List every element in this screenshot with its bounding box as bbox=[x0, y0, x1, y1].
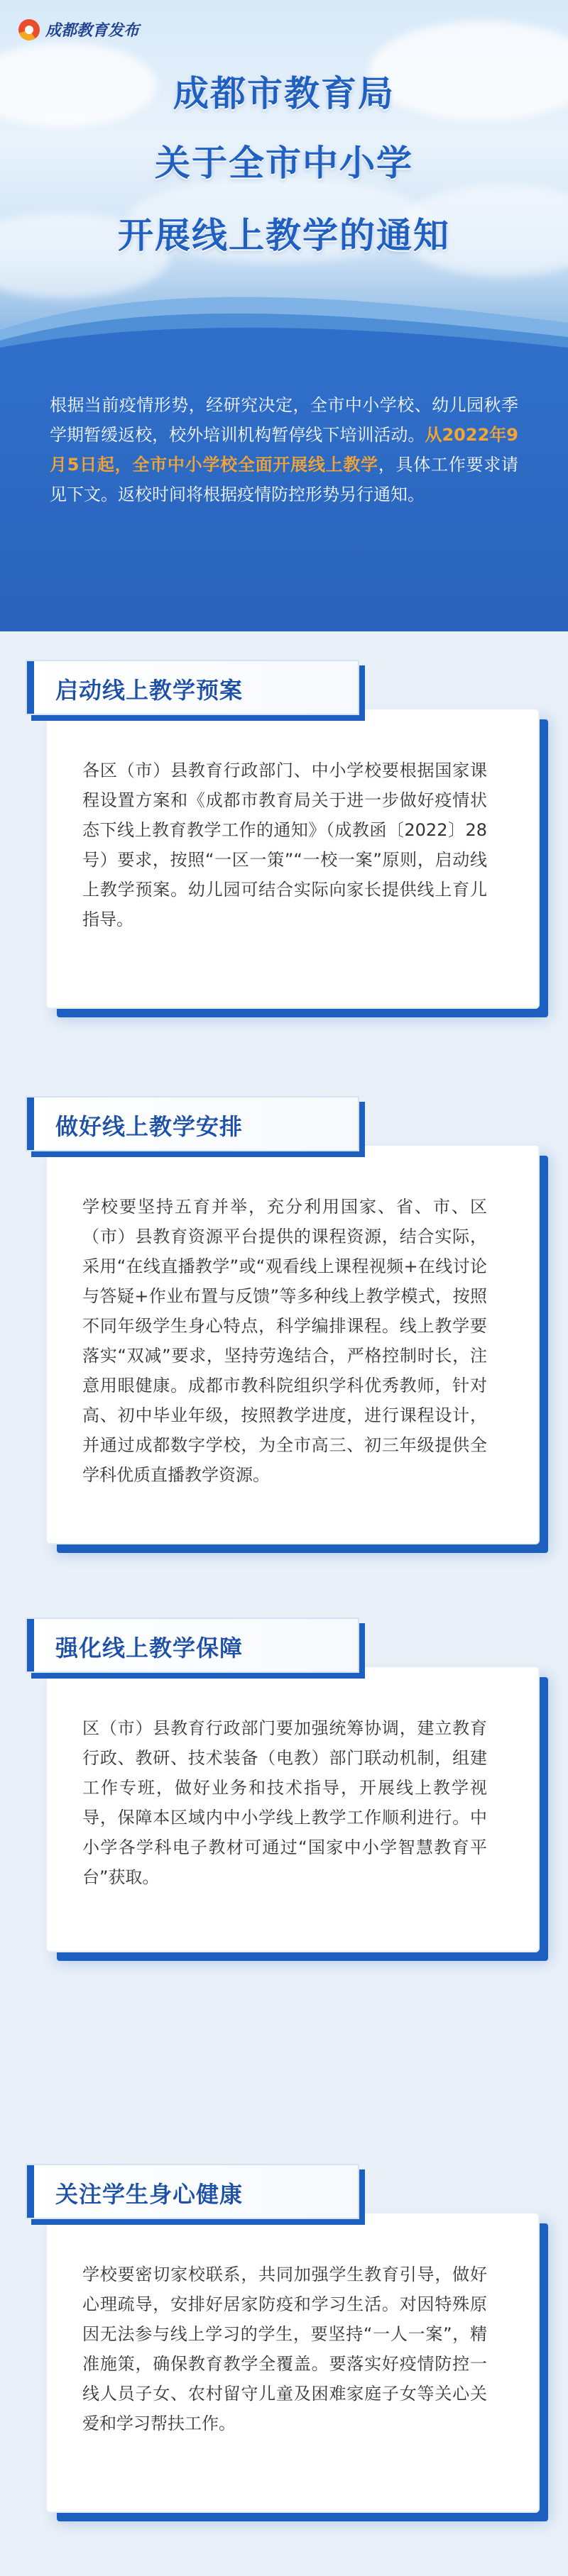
section-body: 各区（市）县教育行政部门、中小学校要根据国家课程设置方案和《成都市教育局关于进一步做好疫情状态下线上教育教学工作的通知》（成教函〔2022〕28号）要求，按照“一区一策”“一校一案”原则，启动线上教学预案。幼儿园可结合实际向家长提供线上育儿指导。 bbox=[82, 761, 487, 929]
section-tab bbox=[26, 2164, 359, 2219]
publisher-logo bbox=[18, 18, 139, 40]
section-title: 做好线上教学安排 bbox=[55, 1113, 244, 1140]
section-body: 学校要坚持五育并举，充分利用国家、省、市、区（市）县教育资源平台提供的课程资源，结合实际，采用“在线直播教学”或“观看线上课程视频+在线讨论与答疑+作业布置与反馈”等多种线上教学模式，按照不同年级学生身心特点，科学编排课程。线上教学要落实“双减”要求，坚持劳逸结合，严格控制时长，注意用眼健康。成都市教科院组织学科优秀教师，针对高、初中毕业年级，按照教学进度，进行课程设计，并通过成都数字学校，为全市高三、初三年级提供全学科优质直播教学资源。 bbox=[82, 1197, 487, 1485]
intro-text-before: 根据当前疫情形势，经研究决定，全市中小学校、幼儿园秋季学期暂缓返校，校外培训机构暂停线下培训活动。 bbox=[50, 395, 518, 445]
section-student-health bbox=[0, 2164, 568, 2533]
title-line-2: 关于全市中小学 bbox=[155, 143, 413, 184]
section-title: 启动线上教学预案 bbox=[55, 677, 244, 704]
section-body: 区（市）县教育行政部门要加强统筹协调，建立教育行政、教研、技术装备（电教）部门联动机制，组建工作专班，做好业务和技术指导，开展线上教学视导，保障本区域内中小学线上教学工作顺利进行。中小学各学科电子教材可通过“国家中小学智慧教育平台”获取。 bbox=[82, 1718, 487, 1887]
intro-paragraph bbox=[50, 390, 518, 509]
section-launch-plan bbox=[0, 660, 568, 1029]
section-tab bbox=[26, 1096, 359, 1151]
intro-text-after: ，具体工作要求请见下文。返校时间将根据疫情防控形势另行通知。 bbox=[50, 455, 519, 504]
title-line-3: 开展线上教学的通知 bbox=[118, 215, 450, 256]
wave-decoration bbox=[0, 280, 568, 355]
section-teaching-arrangement bbox=[0, 1096, 568, 1550]
publisher-name: 成都教育发布 bbox=[45, 22, 140, 40]
section-tab bbox=[26, 660, 359, 715]
section-title: 关注学生身心健康 bbox=[55, 2181, 244, 2208]
intro-band bbox=[0, 355, 568, 631]
section-title: 强化线上教学保障 bbox=[55, 1635, 244, 1662]
title-line-1: 成都市教育局 bbox=[173, 73, 395, 114]
section-body: 学校要密切家校联系，共同加强学生教育引导，做好心理疏导，安排好居家防疫和学习生活。对因特殊原因无法参与线上学习的学生，要坚持“一人一案”，精准施策，确保教育教学全覆盖。要落实好疫情防控一线人员子女、农村留守儿童及困难家庭子女等关心关爱和学习帮扶工作。 bbox=[82, 2265, 487, 2433]
logo-icon bbox=[18, 19, 40, 40]
intro-highlight: 从2022年9月5日起，全市中小学校全面开展线上教学 bbox=[50, 425, 519, 475]
section-teaching-support bbox=[0, 1618, 568, 1972]
header-banner bbox=[0, 0, 568, 355]
section-tab bbox=[26, 1618, 359, 1673]
